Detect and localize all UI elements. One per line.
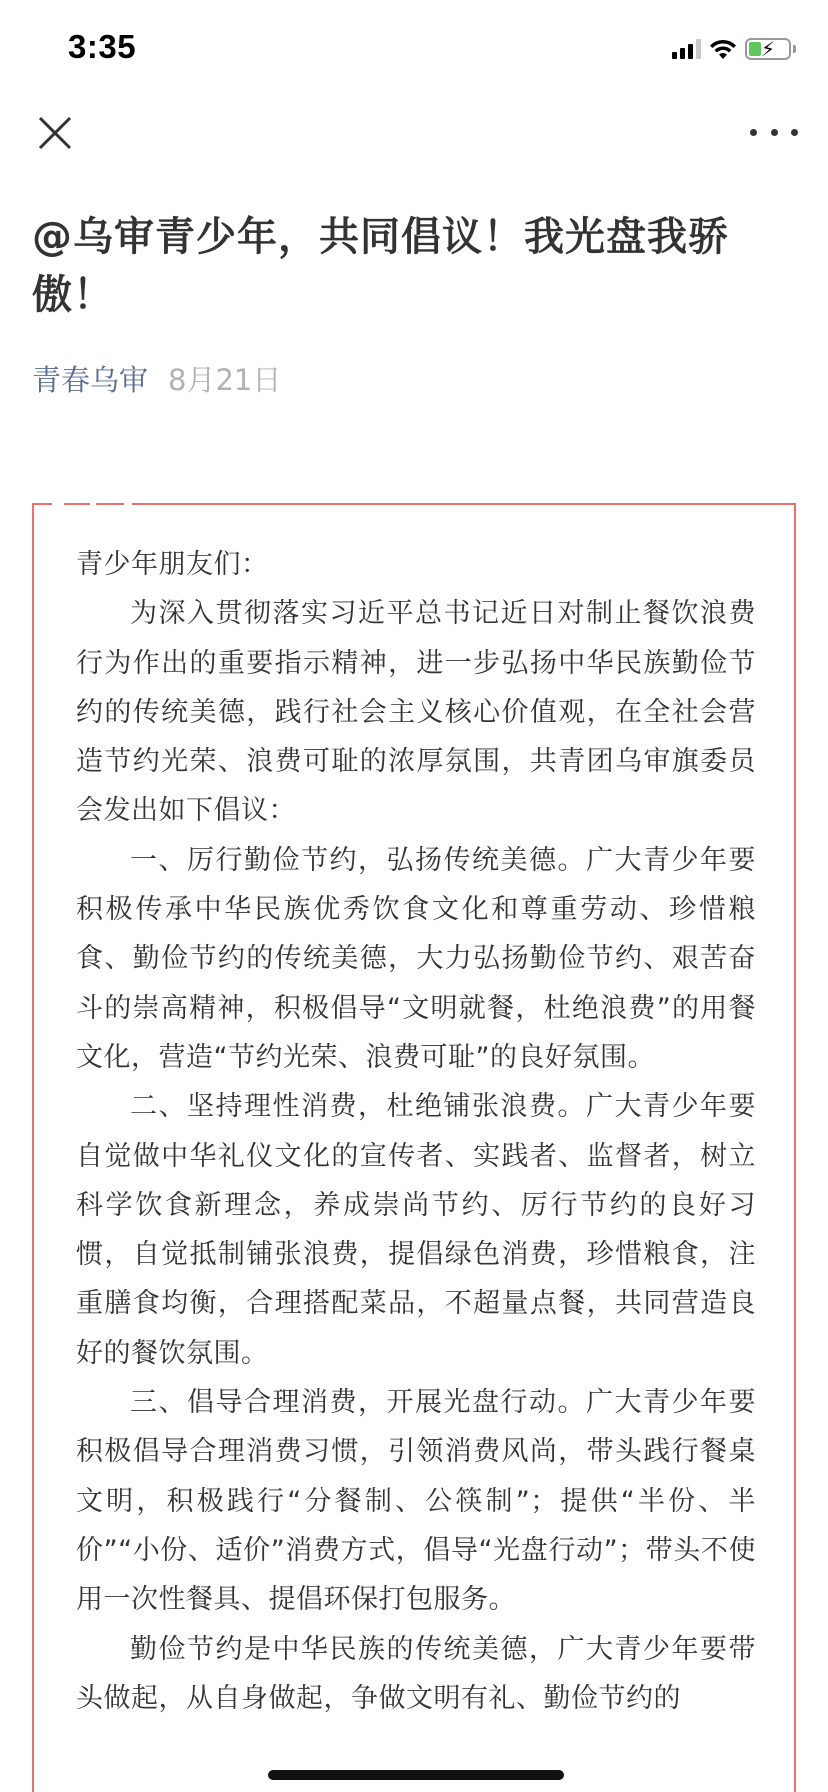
salutation: 青少年朋友们： xyxy=(76,549,269,580)
more-dot-icon xyxy=(791,129,798,136)
battery-charging-icon: ⚡ xyxy=(745,38,791,60)
paragraph-point-3: 三、倡导合理消费，开展光盘行动。广大青少年要积极倡导合理消费习惯，引领消费风尚，带头践行餐桌文明，积极践行“分餐制、公筷制”；提供“半份、半价”“小份、适价”消费方式，倡导“光盘行动”；带头不使用一次性餐具、提倡环保打包服务。 xyxy=(76,1387,756,1616)
more-button[interactable] xyxy=(750,120,798,144)
paragraph-closing: 勤俭节约是中华民族的传统美德，广大青少年要带头做起，从自身做起，争做文明有礼、勤俭节约的 xyxy=(76,1633,756,1714)
battery-nub xyxy=(793,45,796,53)
close-icon xyxy=(36,114,76,154)
nav-bar xyxy=(0,100,828,164)
more-dot-icon xyxy=(771,129,778,136)
paragraph-point-2: 二、坚持理性消费，杜绝铺张浪费。广大青少年要自觉做中华礼仪文化的宣传者、实践者、监督者，树立科学饮食新理念，养成崇尚节约、厉行节约的良好习惯，自觉抵制铺张浪费，提倡绿色消费，珍惜粮食，注重膳食均衡，合理搭配菜品，不超量点餐，共同营造良好的餐饮氛围。 xyxy=(76,1091,756,1369)
cellular-signal-icon xyxy=(672,39,701,59)
article-body xyxy=(76,540,756,1723)
home-indicator[interactable] xyxy=(268,1770,564,1780)
article-title: @乌审青少年，共同倡议！我光盘我骄傲！ xyxy=(32,214,729,318)
wifi-icon xyxy=(709,38,737,60)
status-time: 3:35 xyxy=(68,28,137,65)
publish-date: 8月21日 xyxy=(168,363,282,397)
article-meta xyxy=(32,358,281,399)
paragraph-intro: 为深入贯彻落实习近平总书记近日对制止餐饮浪费行为作出的重要指示精神，进一步弘扬中华民族勤俭节约的传统美德，践行社会主义核心价值观，在全社会营造节约光荣、浪费可耻的浓厚氛围，共青团乌审旗委员会发出如下倡议： xyxy=(76,598,756,827)
status-bar xyxy=(0,0,828,100)
paragraph-point-1: 一、厉行勤俭节约，弘扬传统美德。广大青少年要积极传承中华民族优秀饮食文化和尊重劳动、珍惜粮食、勤俭节约的传统美德，大力弘扬勤俭节约、艰苦奋斗的崇高精神，积极倡导“文明就餐，杜绝浪费”的用餐文化，营造“节约光荣、浪费可耻”的良好氛围。 xyxy=(76,844,756,1073)
more-dot-icon xyxy=(750,129,757,136)
status-icons xyxy=(672,36,796,62)
close-button[interactable] xyxy=(36,114,76,154)
account-name-link[interactable]: 青春乌审 xyxy=(32,363,149,397)
